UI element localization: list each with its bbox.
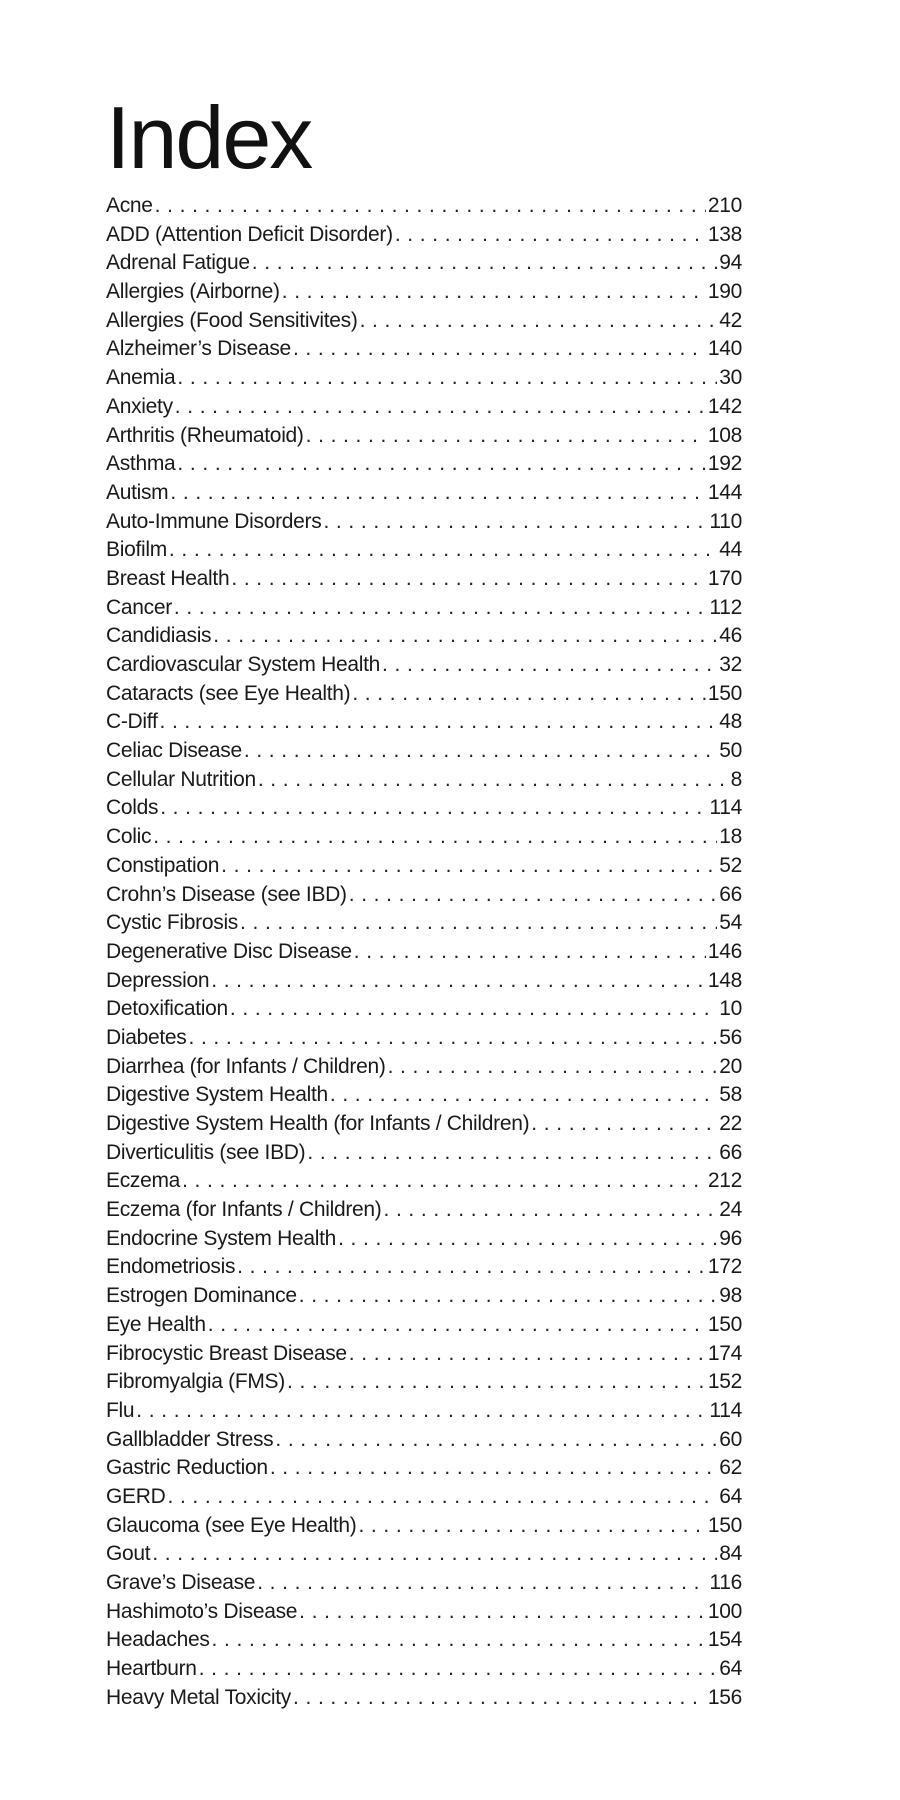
dot-leader xyxy=(155,192,706,221)
page-number: 212 xyxy=(707,1169,742,1193)
page-number: 20 xyxy=(719,1054,742,1078)
dot-leader xyxy=(388,1053,718,1082)
index-term: Gallbladder Stress xyxy=(106,1427,274,1451)
dot-leader xyxy=(287,1368,706,1397)
index-term: Constipation xyxy=(106,853,220,877)
dot-leader xyxy=(270,1454,717,1483)
dot-leader xyxy=(188,1024,717,1053)
index-entry xyxy=(106,278,742,307)
dot-leader xyxy=(136,1397,707,1426)
index-entry xyxy=(106,622,742,651)
index-entry xyxy=(106,1053,742,1082)
index-term: Fibrocystic Breast Disease xyxy=(106,1341,347,1365)
page-number: 192 xyxy=(707,452,742,476)
index-term: Diabetes xyxy=(106,1025,187,1049)
index-entry xyxy=(106,766,742,795)
page-number: 138 xyxy=(707,222,742,246)
page-number: 56 xyxy=(719,1025,742,1049)
index-term: Crohn’s Disease (see IBD) xyxy=(106,882,347,906)
page-number: 64 xyxy=(719,1484,742,1508)
index-entry xyxy=(106,823,742,852)
index-entry xyxy=(106,995,742,1024)
dot-leader xyxy=(182,1167,706,1196)
page-number: 22 xyxy=(719,1112,742,1135)
dot-leader xyxy=(257,1569,707,1598)
page-number: 210 xyxy=(707,194,742,217)
index-entry xyxy=(106,1167,742,1196)
dot-leader xyxy=(330,1081,717,1110)
page-number: 52 xyxy=(719,853,742,877)
page-number: 94 xyxy=(719,251,742,275)
page-number: 110 xyxy=(709,509,742,533)
dot-leader xyxy=(167,1483,717,1512)
index-entry xyxy=(106,335,742,364)
index-term: Gout xyxy=(106,1542,151,1566)
dot-leader xyxy=(199,1655,718,1684)
page-number: 10 xyxy=(719,997,742,1021)
page-number: 152 xyxy=(707,1370,742,1394)
index-entry xyxy=(106,1569,742,1598)
index-entry xyxy=(106,794,742,823)
index-entry xyxy=(106,1512,742,1541)
page-number: 146 xyxy=(707,939,742,963)
index-term: C-Diff xyxy=(106,710,158,734)
index-term: ADD (Attention Deficit Disorder) xyxy=(106,222,393,246)
dot-leader xyxy=(153,823,717,852)
index-term: Arthritis (Rheumatoid) xyxy=(106,423,304,447)
dot-leader xyxy=(293,335,706,364)
index-entry xyxy=(106,1483,742,1512)
page-number: 156 xyxy=(707,1685,742,1709)
index-term: GERD xyxy=(106,1484,166,1508)
index-term: Depression xyxy=(106,968,210,992)
index-entry xyxy=(106,1397,742,1426)
page-number: 150 xyxy=(707,1513,742,1537)
page-number: 174 xyxy=(707,1341,742,1365)
page-number: 30 xyxy=(719,366,742,390)
dot-leader xyxy=(349,1340,706,1369)
index-term: Colic xyxy=(106,825,152,849)
index-term: Breast Health xyxy=(106,566,230,590)
dot-leader xyxy=(159,708,717,737)
index-term: Eye Health xyxy=(106,1312,206,1336)
dot-leader xyxy=(170,479,705,508)
dot-leader xyxy=(221,852,717,881)
page-number: 24 xyxy=(719,1198,742,1222)
index-entry xyxy=(106,1024,742,1053)
page-number: 98 xyxy=(719,1284,742,1308)
index-term: Asthma xyxy=(106,452,176,476)
index-entry xyxy=(106,1426,742,1455)
page-number: 108 xyxy=(707,423,742,447)
page-number: 84 xyxy=(719,1542,742,1566)
page-number: 150 xyxy=(707,1312,742,1336)
index-entry xyxy=(106,680,742,709)
index-entry xyxy=(106,852,742,881)
index-term: Allergies (Food Sensitivites) xyxy=(106,308,358,332)
dot-leader xyxy=(231,565,706,594)
index-term: Digestive System Health (for Infants / Children) xyxy=(106,1112,530,1135)
index-entry xyxy=(106,737,742,766)
index-entry xyxy=(106,651,742,680)
dot-leader xyxy=(160,794,707,823)
dot-leader xyxy=(152,1540,717,1569)
index-term: Heavy Metal Toxicity xyxy=(106,1685,292,1709)
index-entry xyxy=(106,1340,742,1369)
page-number: 8 xyxy=(730,767,742,791)
index-term: Headaches xyxy=(106,1628,210,1652)
index-entry xyxy=(106,1454,742,1483)
index-term: Cystic Fibrosis xyxy=(106,911,239,935)
dot-leader xyxy=(352,680,706,709)
index-term: Cancer xyxy=(106,595,172,619)
page-number: 46 xyxy=(719,624,742,648)
page-number: 50 xyxy=(719,739,742,763)
dot-leader xyxy=(252,249,717,278)
index-term: Biofilm xyxy=(106,538,167,562)
index-term: Flu xyxy=(106,1398,135,1422)
index-entry xyxy=(106,1368,742,1397)
page-number: 144 xyxy=(707,480,742,504)
page-number: 140 xyxy=(707,337,742,361)
page-number: 172 xyxy=(707,1255,742,1279)
page-number: 66 xyxy=(719,882,742,906)
index-list xyxy=(106,192,742,1712)
page-number: 96 xyxy=(719,1226,742,1250)
dot-leader xyxy=(382,651,717,680)
index-term: Cataracts (see Eye Health) xyxy=(106,681,351,705)
page-number: 54 xyxy=(719,911,742,935)
page-number: 32 xyxy=(719,653,742,676)
index-term: Gastric Reduction xyxy=(106,1456,268,1480)
page-number: 190 xyxy=(707,280,742,304)
index-entry xyxy=(106,565,742,594)
page-number: 150 xyxy=(707,681,742,705)
index-entry xyxy=(106,1626,742,1655)
dot-leader xyxy=(299,1598,706,1627)
index-entry xyxy=(106,1311,742,1340)
index-entry xyxy=(106,594,742,623)
index-term: Diarrhea (for Infants / Children) xyxy=(106,1054,386,1078)
page-number: 66 xyxy=(719,1140,742,1164)
index-term: Eczema xyxy=(106,1169,181,1193)
index-term: Estrogen Dominance xyxy=(106,1284,297,1308)
index-term: Anemia xyxy=(106,366,176,390)
index-entry xyxy=(106,881,742,910)
index-entry xyxy=(106,221,742,250)
page-number: 112 xyxy=(709,595,742,619)
page-number: 62 xyxy=(719,1456,742,1480)
index-term: Degenerative Disc Disease xyxy=(106,939,352,963)
dot-leader xyxy=(306,422,706,451)
page-number: 100 xyxy=(707,1599,742,1623)
dot-leader xyxy=(358,1512,705,1541)
index-entry xyxy=(106,192,742,221)
index-entry xyxy=(106,1196,742,1225)
dot-leader xyxy=(349,881,718,910)
page-title: Index xyxy=(106,88,312,187)
dot-leader xyxy=(307,1139,717,1168)
index-entry xyxy=(106,708,742,737)
dot-leader xyxy=(360,307,718,336)
index-term: Adrenal Fatigue xyxy=(106,251,250,275)
page-number: 60 xyxy=(719,1427,742,1451)
index-entry xyxy=(106,479,742,508)
index-entry xyxy=(106,508,742,537)
dot-leader xyxy=(208,1311,706,1340)
dot-leader xyxy=(177,364,717,393)
index-term: Allergies (Airborne) xyxy=(106,280,280,304)
page-number: 58 xyxy=(719,1083,742,1107)
page-number: 64 xyxy=(719,1657,742,1681)
index-entry xyxy=(106,422,742,451)
index-term: Cellular Nutrition xyxy=(106,767,256,791)
index-entry xyxy=(106,536,742,565)
index-entry xyxy=(106,1598,742,1627)
index-entry xyxy=(106,1225,742,1254)
index-entry xyxy=(106,1081,742,1110)
dot-leader xyxy=(237,1253,706,1282)
index-term: Heartburn xyxy=(106,1657,197,1681)
index-entry xyxy=(106,393,742,422)
index-entry xyxy=(106,1282,742,1311)
dot-leader xyxy=(338,1225,717,1254)
page-number: 148 xyxy=(707,968,742,992)
index-term: Glaucoma (see Eye Health) xyxy=(106,1513,357,1537)
index-term: Celiac Disease xyxy=(106,739,242,763)
dot-leader xyxy=(258,766,729,795)
dot-leader xyxy=(177,450,705,479)
dot-leader xyxy=(395,221,706,250)
dot-leader xyxy=(299,1282,718,1311)
index-entry xyxy=(106,364,742,393)
index-term: Colds xyxy=(106,796,159,820)
dot-leader xyxy=(213,622,717,651)
index-term: Acne xyxy=(106,194,153,217)
index-entry xyxy=(106,1139,742,1168)
page-number: 48 xyxy=(719,710,742,734)
index-term: Eczema (for Infants / Children) xyxy=(106,1198,382,1222)
page-number: 154 xyxy=(707,1628,742,1652)
page-number: 18 xyxy=(719,825,742,849)
index-entry xyxy=(106,967,742,996)
index-term: Endometriosis xyxy=(106,1255,236,1279)
index-term: Diverticulitis (see IBD) xyxy=(106,1140,306,1164)
index-term: Auto-Immune Disorders xyxy=(106,509,322,533)
dot-leader xyxy=(211,967,706,996)
dot-leader xyxy=(212,1626,706,1655)
index-entry xyxy=(106,450,742,479)
dot-leader xyxy=(293,1684,706,1713)
index-term: Alzheimer’s Disease xyxy=(106,337,291,361)
index-term: Detoxification xyxy=(106,997,228,1021)
index-term: Endocrine System Health xyxy=(106,1226,337,1250)
page-number: 114 xyxy=(709,796,742,820)
index-entry xyxy=(106,1253,742,1282)
dot-leader xyxy=(275,1426,717,1455)
dot-leader xyxy=(323,508,707,537)
index-entry xyxy=(106,909,742,938)
dot-leader xyxy=(282,278,706,307)
dot-leader xyxy=(354,938,706,967)
index-term: Fibromyalgia (FMS) xyxy=(106,1370,285,1394)
page-number: 116 xyxy=(709,1571,742,1594)
dot-leader xyxy=(174,594,708,623)
dot-leader xyxy=(230,995,717,1024)
dot-leader xyxy=(169,536,717,565)
index-term: Grave’s Disease xyxy=(106,1571,256,1594)
page-number: 170 xyxy=(707,566,742,590)
index-entry xyxy=(106,1110,742,1139)
page-number: 42 xyxy=(719,308,742,332)
index-term: Anxiety xyxy=(106,394,173,418)
index-term: Cardiovascular System Health xyxy=(106,653,381,676)
index-term: Candidiasis xyxy=(106,624,212,648)
index-term: Hashimoto’s Disease xyxy=(106,1599,298,1623)
index-entry xyxy=(106,1540,742,1569)
index-entry xyxy=(106,938,742,967)
dot-leader xyxy=(244,737,717,766)
dot-leader xyxy=(531,1110,717,1139)
dot-leader xyxy=(383,1196,717,1225)
index-entry xyxy=(106,1655,742,1684)
page-number: 142 xyxy=(707,394,742,418)
index-term: Autism xyxy=(106,480,169,504)
index-entry xyxy=(106,249,742,278)
index-term: Digestive System Health xyxy=(106,1083,328,1107)
page-number: 44 xyxy=(719,538,742,562)
dot-leader xyxy=(175,393,706,422)
index-entry xyxy=(106,307,742,336)
index-entry xyxy=(106,1684,742,1713)
dot-leader xyxy=(240,909,717,938)
page-number: 114 xyxy=(709,1398,742,1422)
